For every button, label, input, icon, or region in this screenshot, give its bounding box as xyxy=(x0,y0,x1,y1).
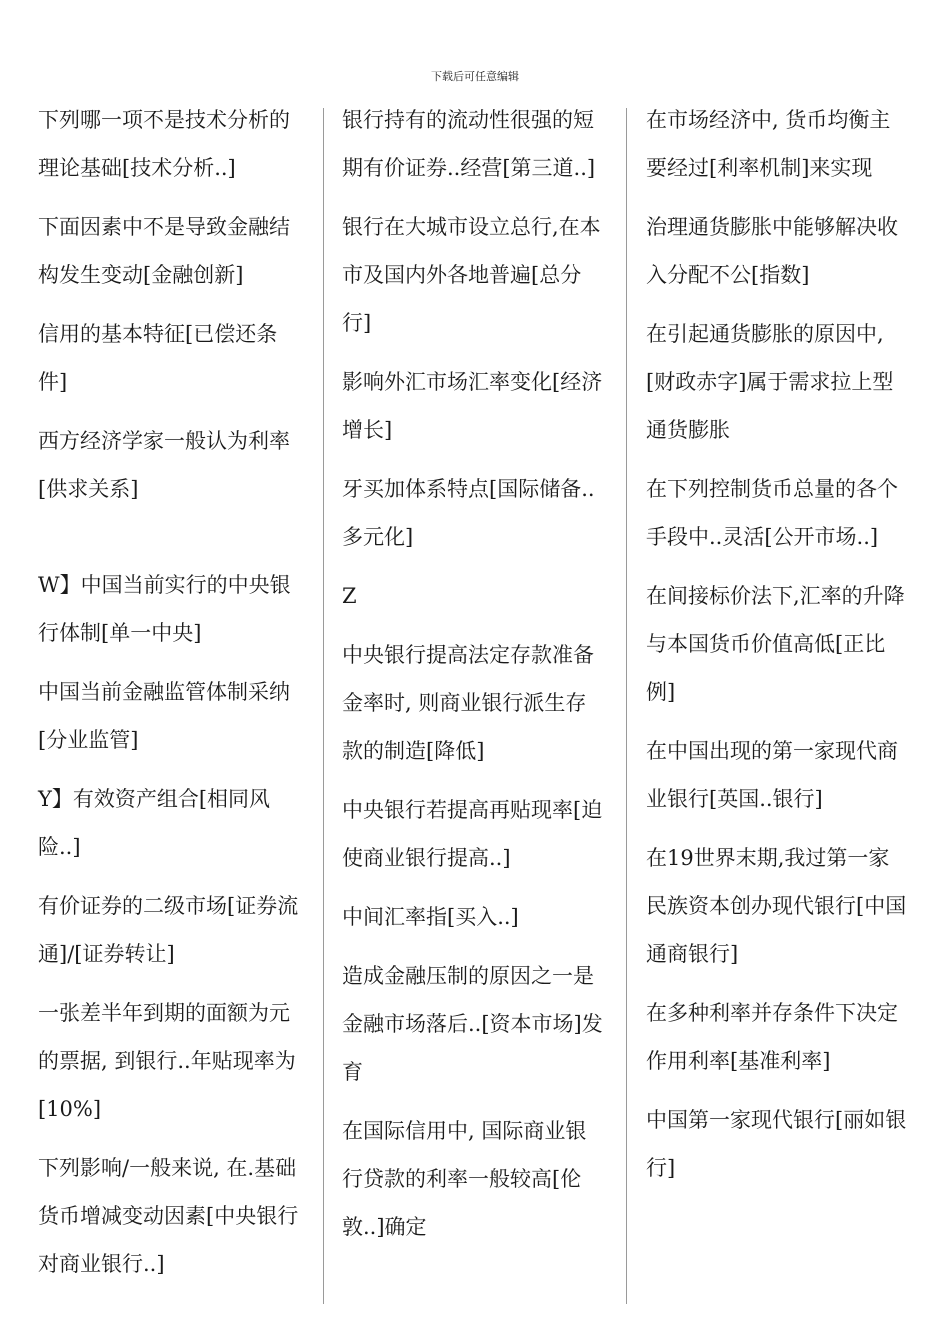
list-item: 中央银行提高法定存款准备金率时, 则商业银行派生存款的制造[降低] xyxy=(342,643,594,763)
list-item: 银行在大城市设立总行,在本市及国内外各地普遍[总分行] xyxy=(342,215,601,335)
list-item: 在下列控制货币总量的各个手段中..灵活[公开市场..] xyxy=(646,477,898,549)
list-item: 中国当前金融监管体制采纳[分业监管] xyxy=(38,680,290,752)
list-item: 中间汇率指[买入..] xyxy=(342,905,519,929)
column-2 xyxy=(342,96,604,1262)
column-divider-left xyxy=(323,108,324,1304)
list-item: 中国第一家现代银行[丽如银行] xyxy=(646,1108,907,1180)
list-item: 中央银行若提高再贴现率[迫使商业银行提高..] xyxy=(342,798,603,870)
section-letter: Z xyxy=(342,584,357,608)
list-item: 西方经济学家一般认为利率[供求关系] xyxy=(38,429,290,501)
list-item: W】中国当前实行的中央银行体制[单一中央] xyxy=(38,573,291,645)
list-item: 银行持有的流动性很强的短期有价证券..经营[第三道..] xyxy=(342,108,596,180)
list-item: 牙买加体系特点[国际储备..多元化] xyxy=(342,477,595,549)
list-item: Y】有效资产组合[相同风险..] xyxy=(38,787,271,859)
column-3 xyxy=(646,96,910,1203)
list-item: 在间接标价法下,汇率的升降与本国货币价值高低[正比例] xyxy=(646,584,905,704)
list-item: 有价证券的二级市场[证券流通]/[证券转让] xyxy=(38,894,299,966)
list-item: 在引起通货膨胀的原因中,[财政赤字]属于需求拉上型通货膨胀 xyxy=(646,322,894,442)
list-item: 在国际信用中, 国际商业银行贷款的利率一般较高[伦敦..]确定 xyxy=(342,1119,587,1239)
list-item: 造成金融压制的原因之一是金融市场落后..[资本市场]发育 xyxy=(342,964,603,1084)
column-divider-right xyxy=(626,108,627,1304)
list-item: 治理通货膨胀中能够解决收入分配不公[指数] xyxy=(646,215,898,287)
column-1 xyxy=(38,96,300,1299)
list-item: 下列哪一项不是技术分析的理论基础[技术分析..] xyxy=(38,108,290,180)
list-item: 在多种利率并存条件下决定作用利率[基准利率] xyxy=(646,1001,898,1073)
page-header: 下载后可任意编辑 xyxy=(431,70,519,83)
list-item: 在市场经济中, 货币均衡主要经过[利率机制]来实现 xyxy=(646,108,891,180)
list-item: 一张差半年到期的面额为元的票据, 到银行..年贴现率为[10%] xyxy=(38,1001,296,1121)
list-item: 在中国出现的第一家现代商业银行[英国..银行] xyxy=(646,739,898,811)
list-item: 在19世界末期,我过第一家民族资本创办现代银行[中国通商银行] xyxy=(646,846,907,966)
list-item: 影响外汇市场汇率变化[经济增长] xyxy=(342,370,603,442)
list-item: 下面因素中不是导致金融结构发生变动[金融创新] xyxy=(38,215,290,287)
list-item: 下列影响/一般来说, 在.基础货币增减变动因素[中央银行对商业银行..] xyxy=(38,1156,299,1276)
list-item: 信用的基本特征[已偿还条件] xyxy=(38,322,278,394)
